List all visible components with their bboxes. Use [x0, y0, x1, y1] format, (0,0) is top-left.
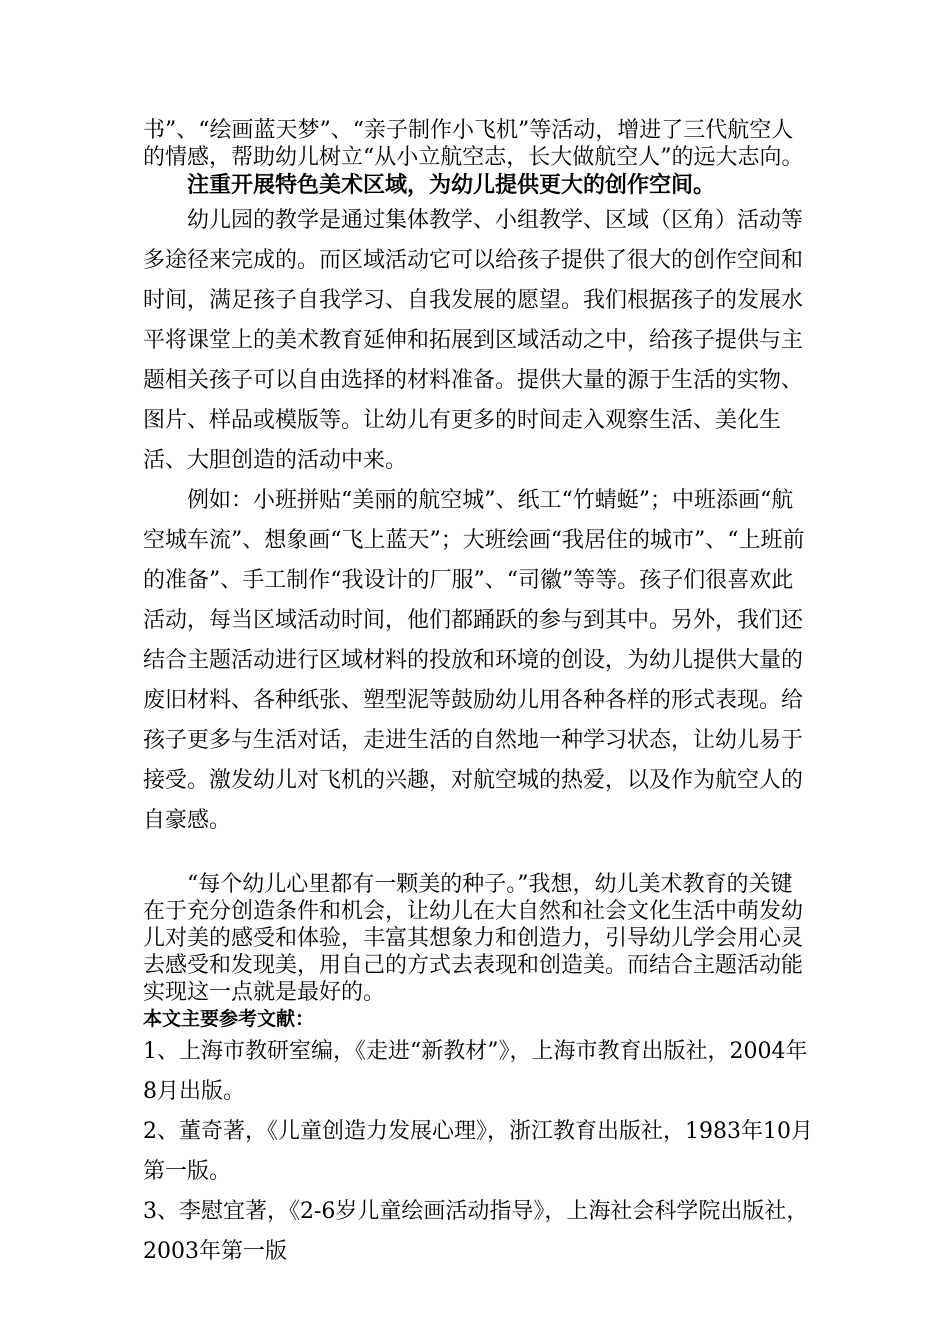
section-heading: 注重开展特色美术区域，为幼儿提供更大的创作空间。	[187, 173, 716, 198]
body-paragraph-2: 例如：小班拼贴“美丽的航空城”、纸工“竹蜻蜓”；中班添画“航空城车流”、想象画“飞上蓝天”；大班绘画“我居住的城市”、“上班前的准备”、手工制作“我设计的厂服”、“司徽”等等。孩子们很喜欢此活动，每当区域活动时间，他们都踊跃的参与到其中。另外，我们还结合主题活动进行区域材料的投放和环境的创设，为幼儿提供大量的废旧材料、各种纸张、塑型泥等鼓励幼儿用各种各样的形式表现。给孩子更多与生活对话，走进生活的自然地一种学习状态，让幼儿易于接受。激发幼儿对飞机的兴趣，对航空城的热爱，以及作为航空人的自豪感。	[143, 488, 805, 833]
paragraph-gap	[143, 841, 813, 871]
reference-item-3: 3、李慰宜著，《2-6岁儿童绘画活动指导》，上海社会科学院出版社，2003年第一版	[143, 1199, 809, 1264]
reference-item-2: 2、董奇著，《儿童创造力发展心理》，浙江教育出版社，1983年10月第一版。	[143, 1119, 813, 1184]
document-page	[143, 117, 813, 1272]
body-paragraph-1: 幼儿园的教学是通过集体教学、小组教学、区域（区角）活动等多途径来完成的。而区域活动它可以给孩子提供了很大的创作空间和时间，满足孩子自我学习、自我发展的愿望。我们根据孩子的发展水平将课堂上的美术教育延伸和拓展到区域活动之中，给孩子提供与主题相关孩子可以自由选择的材料准备。提供大量的源于生活的实物、图片、样品或模版等。让幼儿有更多的时间走入观察生活、美化生活、大胆创造的活动中来。	[143, 208, 804, 473]
conclusion-paragraph: “每个幼儿心里都有一颗美的种子。”我想，幼儿美术教育的关键在于充分创造条件和机会，让幼儿在大自然和社会文化生活中萌发幼儿对美的感受和体验，丰富其想象力和创造力，引导幼儿学会用心灵去感受和发现美，用自己的方式去表现和创造美。而结合主题活动能实现这一点就是最好的。	[143, 872, 804, 1005]
references-title: 本文主要参考文献：	[143, 1008, 315, 1030]
intro-paragraph: 书”、“绘画蓝天梦”、“亲子制作小飞机”等活动，增进了三代航空人的情感，帮助幼儿树立“从小立航空志，长大做航空人”的远大志向。	[143, 118, 804, 170]
references-list	[143, 1032, 813, 1272]
reference-item-1: 1、上海市教研室编，《走进“新教材”》，上海市教育出版社，2004年8月出版。	[143, 1039, 808, 1104]
